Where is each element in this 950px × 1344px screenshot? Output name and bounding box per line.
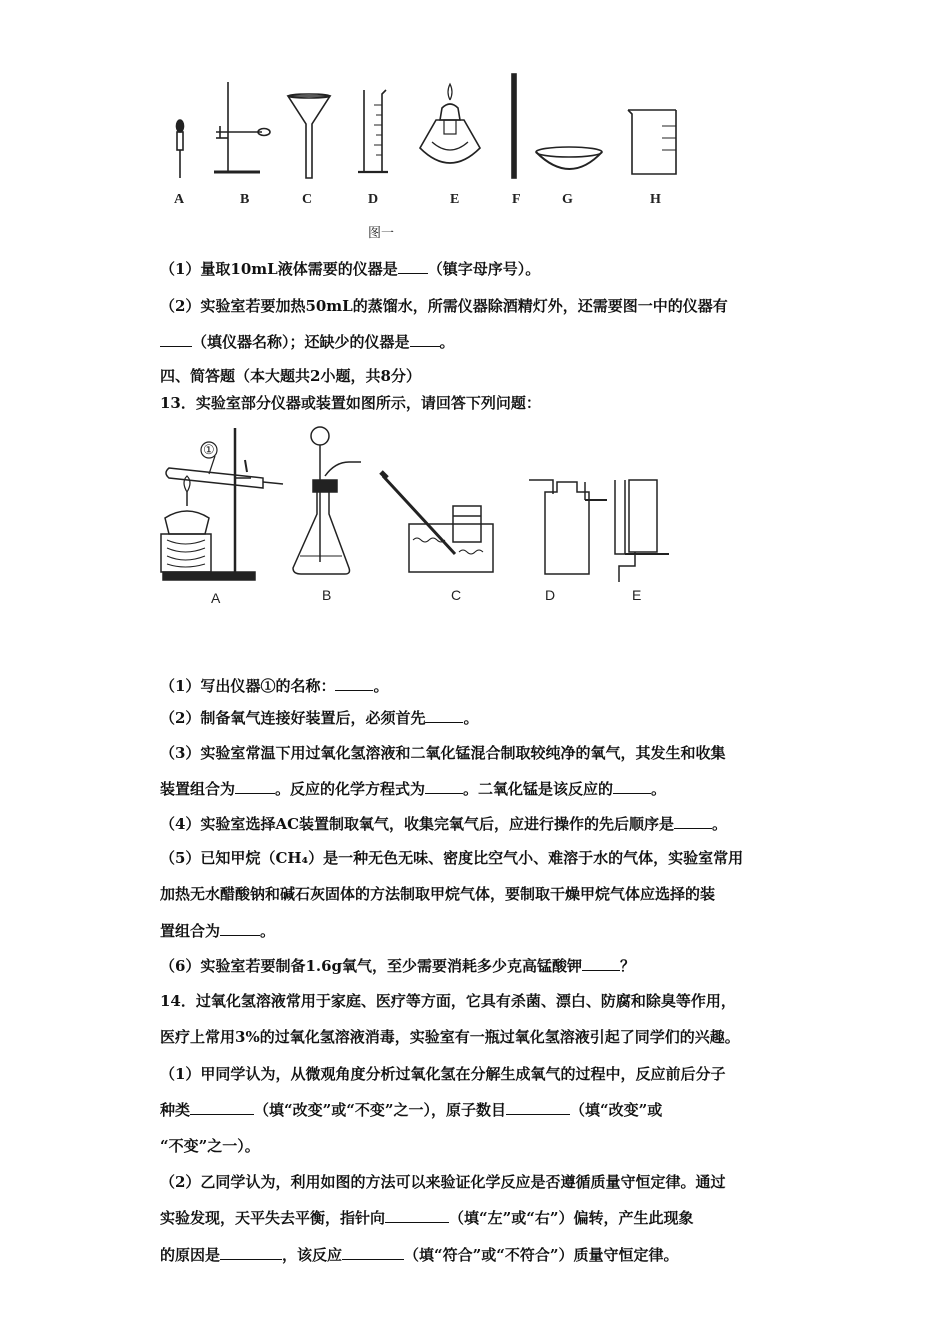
apparatus-b-conical-flask: [293, 427, 361, 574]
figure-1-caption: 图一: [368, 225, 395, 240]
figure-2-apparatus: [155, 422, 675, 592]
answer-blank[interactable]: [506, 1100, 570, 1115]
figure-2-label-d: D: [545, 587, 556, 603]
q13-part3-text-c: 。二氧化锰是该反应的: [463, 780, 614, 798]
evaporating-dish-icon: [536, 147, 602, 169]
q14-line2: 医疗上常用3%的过氧化氢溶液消毒，实验室有一瓶过氧化氢溶液引起了同学们的兴趣。: [160, 1028, 740, 1046]
q13-part3-line2: [160, 779, 666, 799]
q13-part1: [160, 676, 388, 696]
answer-blank[interactable]: [160, 332, 192, 347]
q13-part3-text-b: 。反应的化学方程式为: [275, 780, 426, 798]
apparatus-marker-1: ①: [203, 442, 215, 457]
q14-part1-text-a: 种类: [160, 1101, 191, 1119]
q14-part2-line1: （2）乙同学认为，利用如图的方法可以来验证化学反应是否遵循质量守恒定律。通过: [160, 1173, 726, 1191]
q13-part1-text-b: 。: [373, 677, 389, 695]
apparatus-e-inverted-bottle: [615, 480, 669, 582]
q13-part3-text-d: 。: [651, 780, 667, 798]
q13-part5-line2: 加热无水醋酸钠和碱石灰固体的方法制取甲烷气体，要制取干燥甲烷气体应选择的装: [160, 885, 716, 903]
q13-part4-text-b: 。: [712, 815, 728, 833]
q13-part5-line1: （5）已知甲烷（CH₄）是一种无色无味、密度比空气小、难溶于水的气体，实验室常用: [160, 849, 744, 867]
q14-part2-line3: [160, 1245, 679, 1265]
figure-2-label-b: B: [322, 587, 332, 603]
q14-part2-text-a: 实验发现，天平失去平衡，指针向: [160, 1209, 386, 1227]
q13-part1-text-a: （1）写出仪器①的名称：: [160, 677, 336, 695]
answer-blank[interactable]: [398, 259, 428, 274]
figure-1-label-g: G: [562, 192, 573, 207]
apparatus-d-gas-bottle: [529, 480, 607, 574]
answer-blank[interactable]: [235, 779, 275, 794]
apparatus-a-heating-setup: [161, 428, 283, 580]
q13-part6-text-a: （6）实验室若要制备1.6g氧气，至少需要消耗多少克高锰酸钾: [160, 957, 583, 975]
figure-2-label-a: A: [211, 590, 221, 606]
answer-blank[interactable]: [385, 1208, 449, 1223]
q13-part6: [160, 956, 635, 976]
answer-blank[interactable]: [425, 708, 463, 723]
figure-2-label-c: C: [451, 587, 462, 603]
answer-blank[interactable]: [220, 921, 260, 936]
answer-blank[interactable]: [582, 956, 620, 971]
q13-stem: 13．实验室部分仪器或装置如图所示，请回答下列问题：: [160, 394, 541, 412]
q14-part1-line2: [160, 1100, 662, 1120]
graduated-cylinder-icon: [358, 90, 388, 172]
q13-part2: [160, 708, 478, 728]
figure-1-instruments: [150, 60, 710, 190]
answer-blank[interactable]: [342, 1245, 404, 1260]
q12-part2-text-b: 。: [439, 333, 455, 351]
alcohol-lamp-icon: [420, 84, 480, 163]
section-4-title: 四、简答题（本大题共2小题，共8分）: [160, 367, 421, 385]
answer-blank[interactable]: [190, 1100, 254, 1115]
figure-1-label-f: F: [512, 192, 521, 207]
answer-blank[interactable]: [335, 676, 373, 691]
figure-2-label-e: E: [632, 587, 642, 603]
q14-part2-text-d: ，该反应: [282, 1246, 343, 1264]
q13-part2-text-a: （2）制备氧气连接好装置后，必须首先: [160, 709, 426, 727]
answer-blank[interactable]: [674, 814, 712, 829]
q14-part2-text-c: 的原因是: [160, 1246, 221, 1264]
q12-part2-line2: [160, 332, 455, 352]
q13-part3-line1: （3）实验室常温下用过氧化氢溶液和二氧化锰混合制取较纯净的氧气，其发生和收集: [160, 744, 726, 762]
q14-part2-text-e: （填“符合”或“不符合”）质量守恒定律。: [404, 1246, 679, 1264]
q13-part5-text-a: 置组合为: [160, 922, 221, 940]
q14-part1-line3: “不变”之一）。: [160, 1137, 260, 1155]
q12-part2-line1: （2）实验室若要加热50mL的蒸馏水，所需仪器除酒精灯外，还需要图一中的仪器有: [160, 297, 728, 315]
figure-1-label-a: A: [174, 192, 185, 207]
figure-1-label-b: B: [240, 192, 250, 207]
q13-part3-text-a: 装置组合为: [160, 780, 236, 798]
figure-1-label-c: C: [302, 192, 313, 207]
figure-1-label-h: H: [650, 192, 661, 207]
q14-part2-line2: [160, 1208, 694, 1228]
q13-part4-text-a: （4）实验室选择AC装置制取氧气，收集完氧气后，应进行操作的先后顺序是: [160, 815, 675, 833]
q13-part2-text-b: 。: [463, 709, 479, 727]
answer-blank[interactable]: [613, 779, 651, 794]
apparatus-c-water-trough: [381, 472, 493, 572]
dropper-icon: [177, 120, 184, 178]
q14-part1-text-b: （填“改变”或“不变”之一），原子数目: [254, 1101, 507, 1119]
answer-blank[interactable]: [425, 779, 463, 794]
answer-blank[interactable]: [220, 1245, 282, 1260]
figure-1-label-d: D: [368, 192, 379, 207]
q12-part1: [160, 259, 540, 279]
q13-part5-text-b: 。: [260, 922, 276, 940]
q14-part2-text-b: （填“左”或“右”）偏转，产生此现象: [449, 1209, 694, 1227]
q12-part2-text-a: （填仪器名称）；还缺少的仪器是: [192, 333, 410, 351]
iron-stand-icon: [214, 82, 270, 172]
q12-part1-text-a: （1）量取10mL液体需要的仪器是: [160, 260, 398, 278]
q13-part4: [160, 814, 727, 834]
glass-rod-icon: [512, 74, 516, 178]
figure-1-label-e: E: [450, 192, 460, 207]
q14-part1-line1: （1）甲同学认为，从微观角度分析过氧化氢在分解生成氧气的过程中，反应前后分子: [160, 1065, 726, 1083]
q13-part5-line3: [160, 921, 275, 941]
q13-part6-text-b: ？: [620, 957, 636, 975]
funnel-icon: [288, 94, 330, 178]
answer-blank[interactable]: [410, 332, 440, 347]
beaker-icon: [628, 110, 676, 174]
q12-part1-text-b: （镇字母序号）。: [427, 260, 541, 278]
q14-part1-text-c: （填“改变”或: [570, 1101, 663, 1119]
q14-line1: 14．过氧化氢溶液常用于家庭、医疗等方面，它具有杀菌、漂白、防腐和除臭等作用，: [160, 992, 736, 1010]
